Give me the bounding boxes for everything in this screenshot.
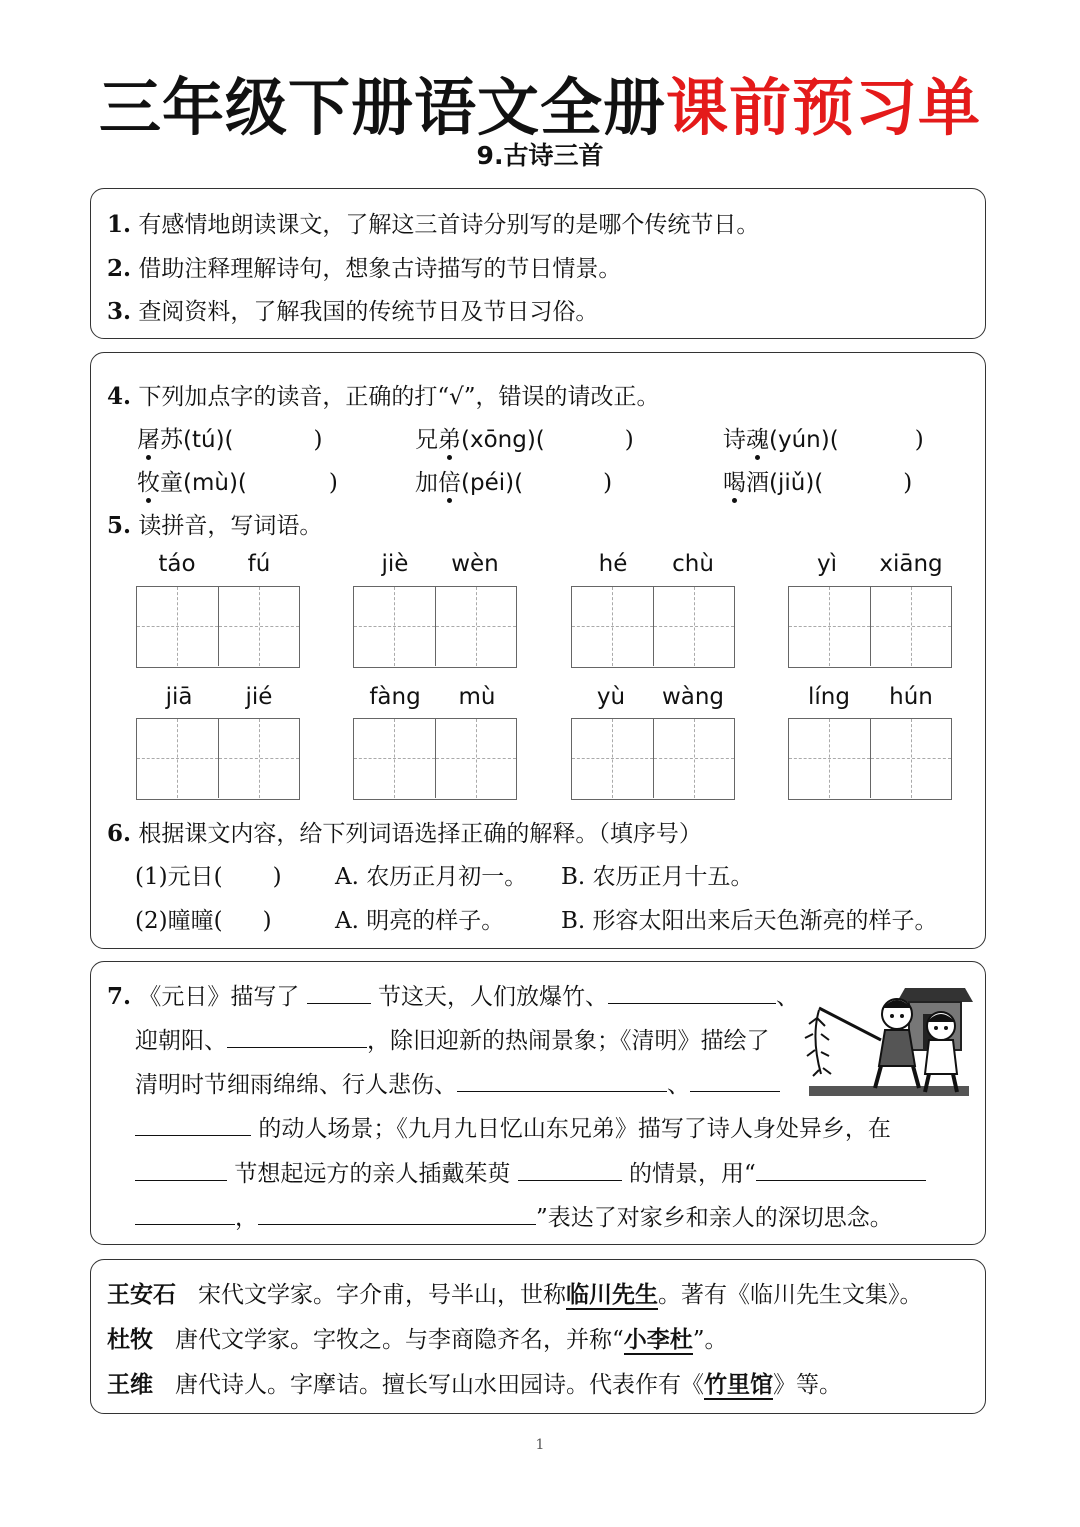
pronunciation-item[interactable]: 屠苏(tú)( ) <box>137 427 323 453</box>
pinyin-label: jié <box>245 684 273 710</box>
writing-grid[interactable] <box>571 586 735 668</box>
pinyin-label: yù <box>596 684 626 710</box>
writing-grid[interactable] <box>571 718 735 800</box>
author-bio: 王维 唐代诗人。字摩诘。擅长写山水田园诗。代表作有《竹里馆》等。 <box>107 1372 842 1398</box>
blank-field[interactable] <box>135 1113 251 1136</box>
q7-line: 迎朝阳、 ，除旧迎新的热闹景象；《清明》描绘了 <box>135 1022 770 1055</box>
page-title <box>0 58 1080 147</box>
title-main: 三年级下册语文全册 <box>98 71 666 144</box>
q7-line: 的动人场景；《九月九日忆山东兄弟》描写了诗人身处异乡，在 <box>135 1110 891 1143</box>
pinyin-label: jiè <box>381 551 409 577</box>
writing-grid[interactable] <box>788 586 952 668</box>
blank-field[interactable] <box>227 1025 367 1048</box>
pinyin-label: líng <box>808 684 850 710</box>
blank-field[interactable] <box>457 1069 667 1092</box>
choice-item[interactable]: (1)元日( ) <box>135 864 282 890</box>
blank-field[interactable] <box>518 1158 622 1181</box>
blank-field[interactable] <box>258 1202 536 1225</box>
pinyin-label: mù <box>458 684 496 710</box>
choice-option-b: B. 形容太阳出来后天色渐亮的样子。 <box>561 908 938 934</box>
blank-field[interactable] <box>135 1202 235 1225</box>
choice-option-a: A. 明亮的样子。 <box>335 908 505 934</box>
choice-option-a: A. 农历正月初一。 <box>335 864 528 890</box>
pinyin-label: xiāng <box>879 551 943 577</box>
pinyin-label: hún <box>889 684 933 710</box>
fill-in-box <box>90 961 986 1245</box>
q7-line: 节想起远方的亲人插戴茱萸 的情景，用“ <box>135 1155 926 1188</box>
pinyin-label: yì <box>816 551 837 577</box>
author-bios-box <box>90 1259 986 1414</box>
goal-item: 3. 查阅资料，了解我国的传统节日及节日习俗。 <box>107 298 599 325</box>
pinyin-label: wèn <box>451 551 499 577</box>
title-highlight: 课前预习单 <box>666 71 982 144</box>
pinyin-label: fàng <box>369 684 421 710</box>
pinyin-label: chù <box>672 551 714 577</box>
goal-item: 2. 借助注释理解诗句，想象古诗描写的节日情景。 <box>107 255 622 282</box>
writing-grid[interactable] <box>788 718 952 800</box>
lesson-subtitle: 9.古诗三首 <box>476 141 604 170</box>
writing-grid[interactable] <box>136 586 300 668</box>
author-bio: 杜牧 唐代文学家。字牧之。与李商隐齐名，并称“小李杜”。 <box>107 1327 728 1353</box>
pronunciation-item[interactable]: 牧童(mù)( ) <box>137 470 338 496</box>
firecracker-illustration <box>797 974 975 1100</box>
blank-field[interactable] <box>135 1158 227 1181</box>
q7-line: ， ”表达了对家乡和亲人的深切思念。 <box>135 1199 893 1232</box>
page-number: 1 <box>535 1437 545 1453</box>
blank-field[interactable] <box>690 1069 780 1092</box>
pinyin-label: jiā <box>165 684 193 710</box>
choice-option-b: B. 农历正月十五。 <box>561 864 754 890</box>
pronunciation-item[interactable]: 诗魂(yún)( ) <box>723 427 924 453</box>
pronunciation-item[interactable]: 加倍(péi)( ) <box>415 470 613 496</box>
pinyin-label: hé <box>598 551 628 577</box>
pinyin-label: táo <box>158 551 196 577</box>
pronunciation-item[interactable]: 兄弟(xōng)( ) <box>415 427 634 453</box>
pinyin-label: wàng <box>661 684 725 710</box>
writing-grid[interactable] <box>136 718 300 800</box>
q4-prompt: 4. 下列加点字的读音，正确的打“√”，错误的请改正。 <box>107 383 660 410</box>
blank-field[interactable] <box>608 981 776 1004</box>
q6-prompt: 6. 根据课文内容，给下列词语选择正确的解释。（填序号） <box>107 820 702 847</box>
goals-box <box>90 188 986 339</box>
q7-line: 清明时节细雨绵绵、行人悲伤、 、 <box>135 1066 780 1099</box>
choice-item[interactable]: (2)曈曈( ) <box>135 908 272 934</box>
goal-item: 1. 有感情地朗读课文，了解这三首诗分别写的是哪个传统节日。 <box>107 211 760 238</box>
pinyin-label: fú <box>247 551 271 577</box>
q5-prompt: 5. 读拼音，写词语。 <box>107 512 323 539</box>
exercises-box <box>90 352 986 949</box>
writing-grid[interactable] <box>353 586 517 668</box>
author-bio: 王安石 宋代文学家。字介甫，号半山，世称临川先生。著有《临川先生文集》。 <box>107 1282 923 1308</box>
q7-line: 7. 《元日》描写了 节这天，人们放爆竹、 、 <box>107 983 799 1010</box>
blank-field[interactable] <box>307 981 371 1004</box>
pronunciation-item[interactable]: 喝酒(jiǔ)( ) <box>723 470 913 496</box>
writing-grid[interactable] <box>353 718 517 800</box>
blank-field[interactable] <box>756 1158 926 1181</box>
